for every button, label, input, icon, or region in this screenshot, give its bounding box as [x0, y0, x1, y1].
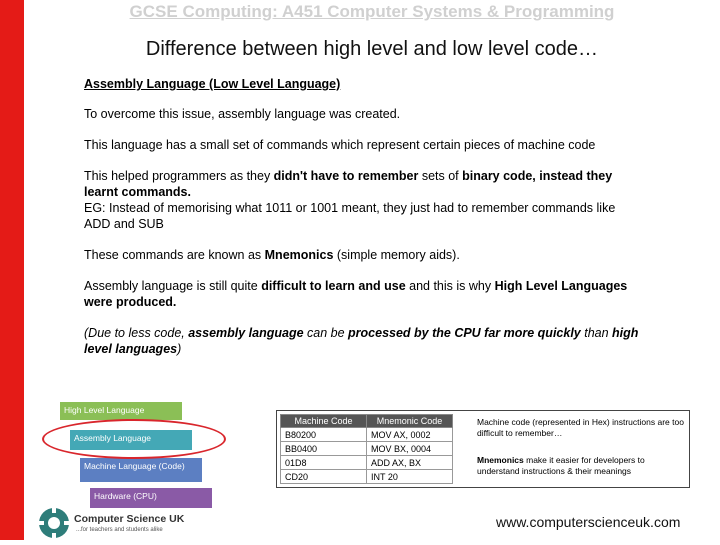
paragraph-6-emphasis: assembly language: [188, 326, 304, 340]
red-side-bar: [0, 0, 24, 540]
table-row: [281, 428, 453, 442]
machine-code-cell: 01D8: [281, 456, 367, 470]
course-title: GCSE Computing: A451 Computer Systems & Programming: [129, 2, 615, 21]
paragraph-5-emphasis: High Level Languages were produced.: [84, 279, 628, 309]
mnemonic-code-header: Mnemonic Code: [367, 415, 453, 428]
paragraph-3-example: EG: Instead of memorising what 1011 or 1001 meant, they just had to remember commands like ADD and SUB: [84, 201, 616, 231]
table-header-row: [281, 415, 453, 428]
paragraph-6-text: than: [580, 326, 613, 340]
computer-science-uk-logo: [36, 506, 185, 540]
table-row: [281, 456, 453, 470]
paragraph-5-text: and this is why: [405, 279, 495, 293]
machine-code-cell: B80200: [281, 428, 367, 442]
paragraph-4: [84, 247, 644, 263]
machine-code-cell: BB0400: [281, 442, 367, 456]
mnemonics-note-term: Mnemonics: [477, 455, 524, 465]
paragraph-3-text: sets of: [418, 169, 463, 183]
table-row: [281, 470, 453, 484]
table-row: [281, 442, 453, 456]
machine-vs-mnemonic-figure: [276, 410, 690, 488]
slide-title: Difference between high level and low level code…: [145, 38, 599, 60]
paragraph-5: [84, 278, 644, 310]
mnemonics-note: [477, 455, 687, 477]
step-hardware-cpu: Hardware (CPU): [90, 488, 212, 508]
logo-name: Computer Science UK: [74, 513, 185, 525]
step-assembly-language: Assembly Language: [70, 430, 192, 450]
paragraph-6-emphasis: high level languages: [84, 326, 639, 356]
website-url: www.computerscienceuk.com: [496, 514, 681, 530]
paragraph-3-emphasis: didn't have to remember: [273, 169, 419, 183]
paragraph-6: [84, 325, 644, 357]
paragraph-3: [84, 168, 644, 232]
paragraph-3-emphasis: binary code, instead they learnt commands.: [84, 169, 613, 199]
paragraph-6-text: ): [177, 342, 182, 356]
paragraph-2: This language has a small set of commands which represent certain pieces of machine code: [84, 138, 596, 152]
mnemonics-term: Mnemonics: [264, 248, 334, 262]
machine-code-header: Machine Code: [281, 415, 367, 428]
mnemonics-note-text: make it easier for developers to understand instructions & their meanings: [477, 455, 645, 476]
section-heading: Assembly Language (Low Level Language): [84, 77, 341, 91]
mnemonic-cell: ADD AX, BX: [367, 456, 453, 470]
slide-body: [84, 76, 644, 372]
logo-tagline: ...for teachers and students alike: [76, 527, 163, 533]
paragraph-5-text: Assembly language is still quite: [84, 279, 262, 293]
paragraph-4-text: These commands are known as: [84, 248, 265, 262]
code-comparison-table: [280, 414, 453, 484]
step-machine-language: Machine Language (Code): [80, 458, 202, 482]
logo-emblem-icon: [36, 506, 72, 540]
mnemonic-cell: MOV BX, 0004: [367, 442, 453, 456]
mnemonic-cell: MOV AX, 0002: [367, 428, 453, 442]
machine-code-note: Machine code (represented in Hex) instructions are too difficult to remember…: [477, 417, 684, 438]
paragraph-6-text: can be: [303, 326, 349, 340]
paragraph-3-text: This helped programmers as they: [84, 169, 274, 183]
machine-code-cell: CD20: [281, 470, 367, 484]
paragraph-6-text: (Due to less code,: [84, 326, 189, 340]
paragraph-5-emphasis: difficult to learn and use: [261, 279, 406, 293]
paragraph-4-text: (simple memory aids).: [333, 248, 460, 262]
paragraph-1: To overcome this issue, assembly language was created.: [84, 107, 401, 121]
paragraph-6-emphasis: processed by the CPU far more quickly: [348, 326, 581, 340]
step-high-level-language: High Level Language: [60, 402, 182, 420]
mnemonic-cell: INT 20: [367, 470, 453, 484]
